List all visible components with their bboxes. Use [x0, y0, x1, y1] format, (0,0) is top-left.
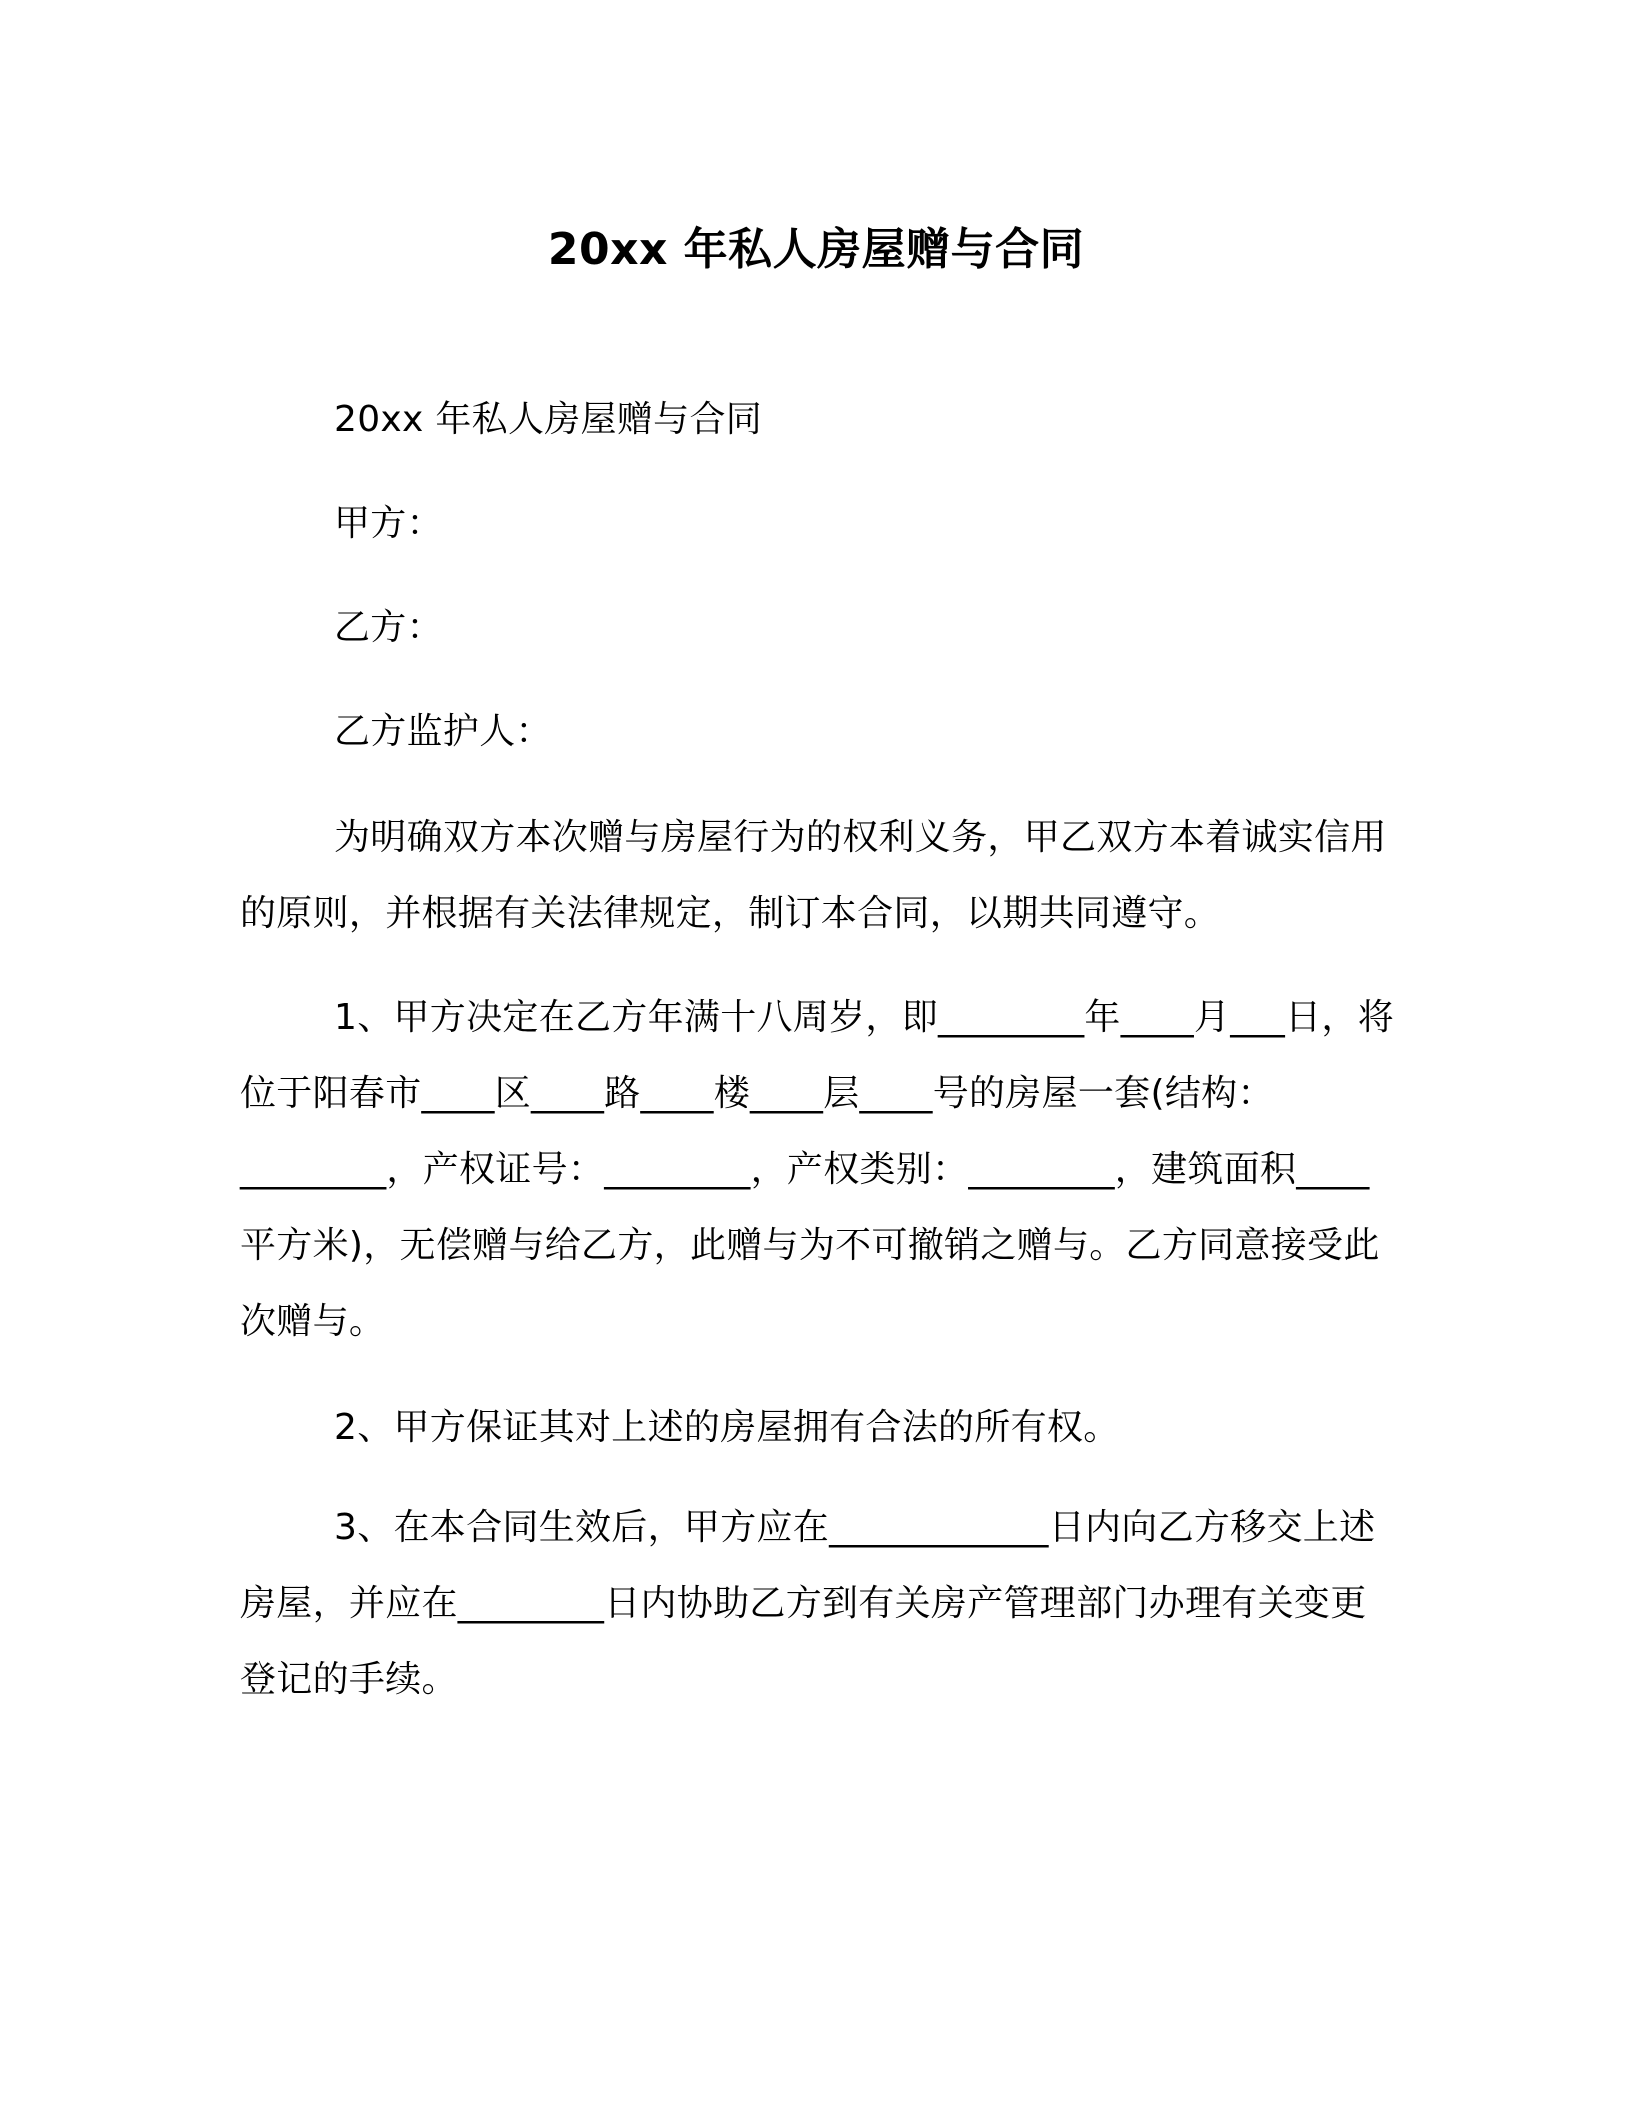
preamble-paragraph: 为明确双方本次赠与房屋行为的权利义务，甲乙双方本着诚实信用的原则，并根据有关法律规定，制订本合同，以期共同遵守。	[240, 817, 1387, 934]
document-subtitle: 20xx 年私人房屋赠与合同	[334, 399, 763, 440]
party-a-label: 甲方：	[334, 503, 443, 544]
document-title: 20xx 年私人房屋赠与合同	[547, 224, 1085, 275]
party-b-label: 乙方：	[334, 607, 443, 648]
clause-3-paragraph: 3、在本合同生效后，甲方应在____________日内向乙方移交上述房屋，并应在________日内协助乙方到有关房产管理部门办理有关变更登记的手续。	[240, 1507, 1376, 1700]
clause-1-paragraph: 1、甲方决定在乙方年满十八周岁，即________年____月___日，将位于阳春市____区____路____楼____层____号的房屋一套(结构：________，产权证号：________，产权类别：________，建筑面积____平方米)，无偿赠与给乙方，此赠与为不可撤销之赠与。乙方同意接受此次赠与。	[240, 997, 1395, 1342]
party-b-guardian-label: 乙方监护人：	[334, 711, 552, 752]
clause-2-paragraph: 2、甲方保证其对上述的房屋拥有合法的所有权。	[334, 1407, 1120, 1448]
